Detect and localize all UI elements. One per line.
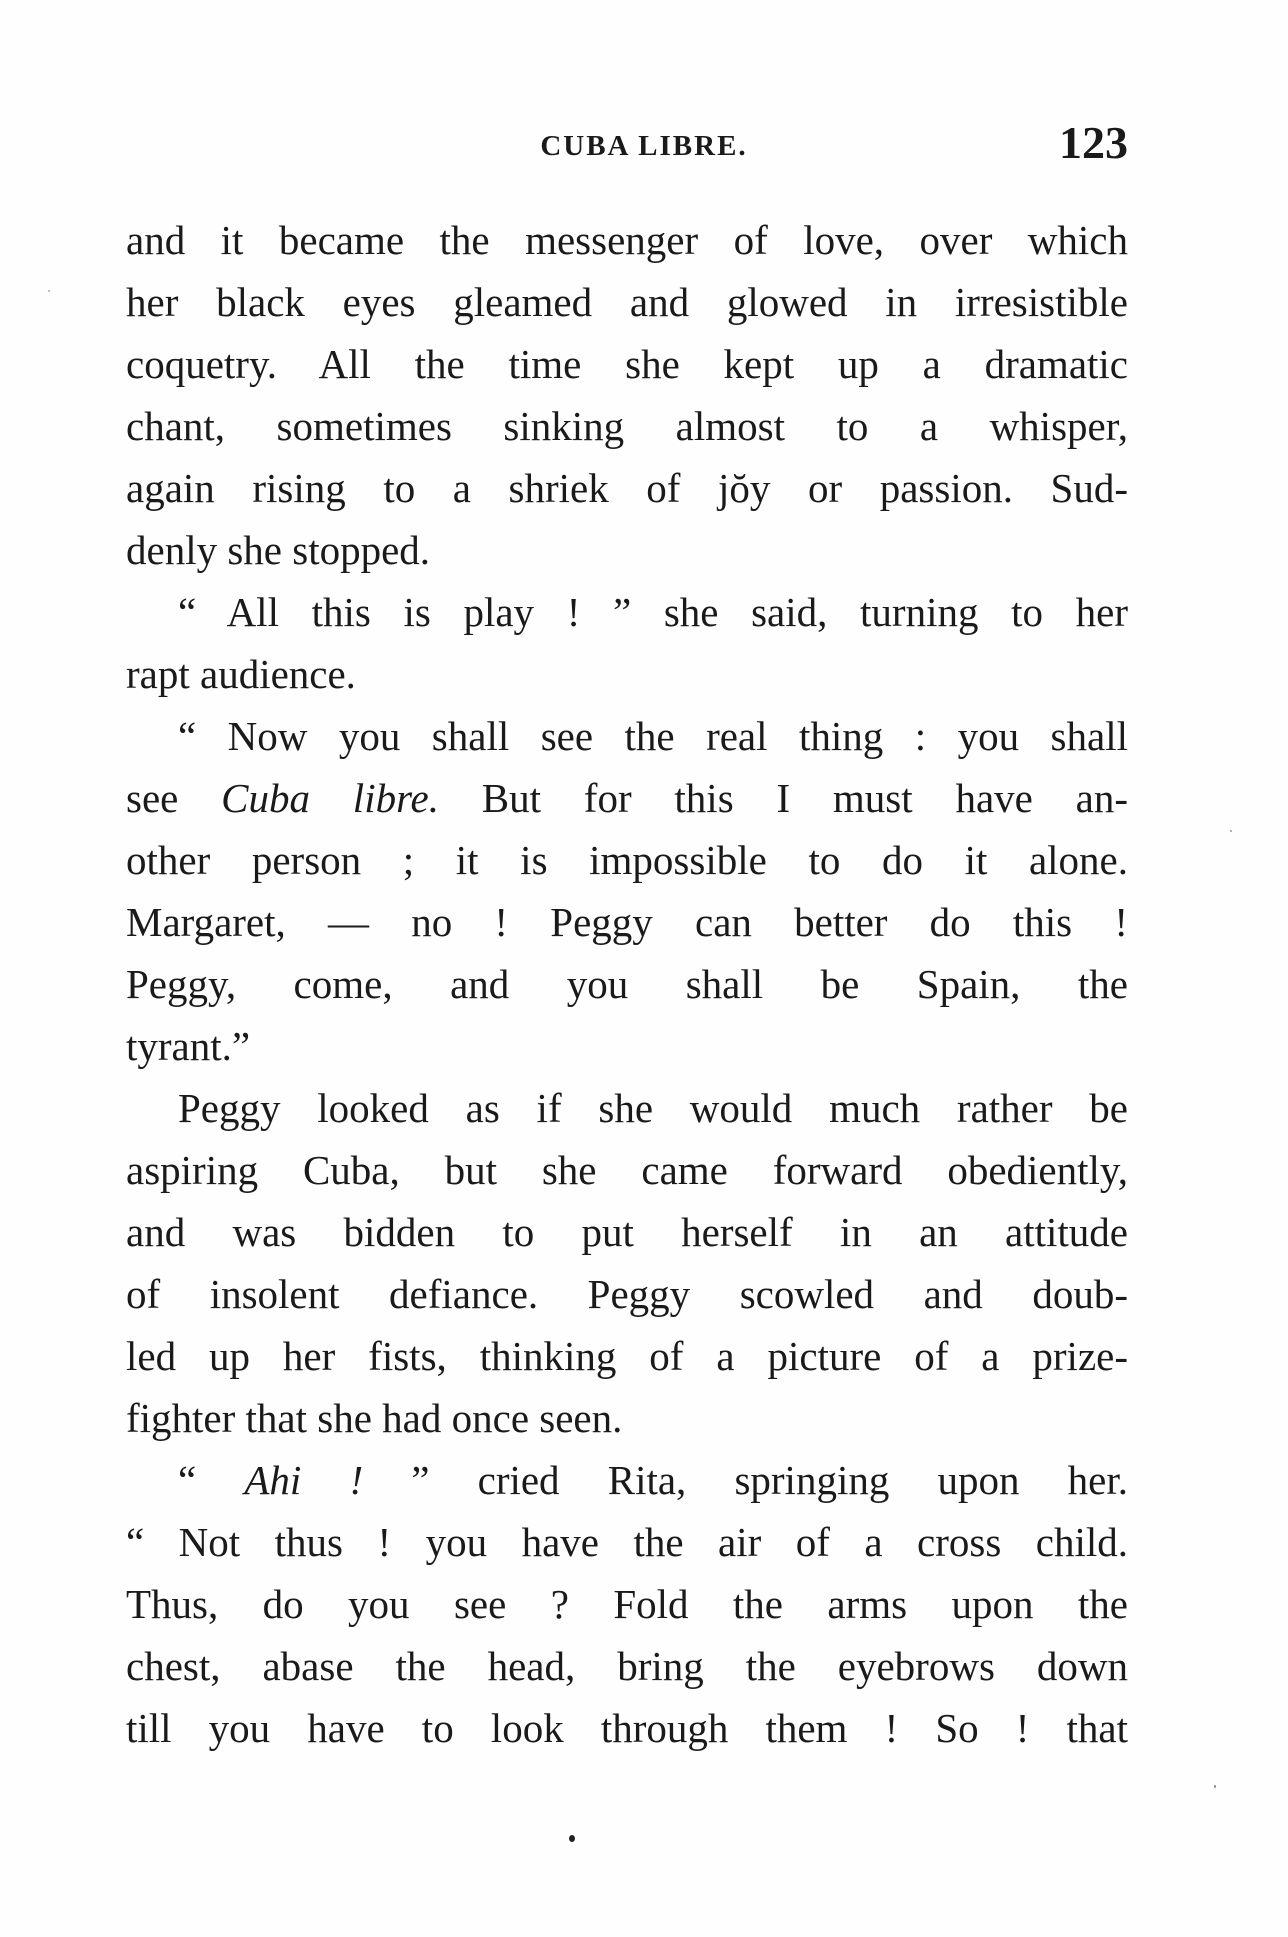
text-line: again rising to a shriek of jŏy or passion. Sud- bbox=[126, 465, 1128, 511]
text-line: aspiring Cuba, but she came forward obediently, bbox=[126, 1147, 1128, 1193]
text-line: Peggy, come, and you shall be Spain, the bbox=[126, 961, 1128, 1007]
text-line: of insolent defiance. Peggy scowled and doub- bbox=[126, 1271, 1128, 1317]
italic-exclamation: Ahi ! bbox=[244, 1457, 364, 1503]
text-line: her black eyes gleamed and glowed in irresistible bbox=[126, 279, 1128, 325]
page-number: 123 bbox=[1059, 117, 1128, 168]
text-line: led up her fists, thinking of a picture of a prize- bbox=[126, 1333, 1128, 1379]
text-line: “ Not thus ! you have the air of a cross child. bbox=[126, 1519, 1128, 1565]
ink-speck bbox=[48, 290, 50, 292]
text-line bbox=[126, 767, 1128, 829]
text-line: rapt audience. bbox=[126, 651, 356, 697]
body-text bbox=[126, 209, 1128, 1759]
running-title: CUBA LIBRE. bbox=[540, 130, 748, 162]
text-line: and it became the messenger of love, over which bbox=[126, 217, 1128, 263]
text-line: chant, sometimes sinking almost to a whisper, bbox=[126, 403, 1128, 449]
text-line bbox=[126, 1449, 1128, 1511]
text-line: “ Now you shall see the real thing : you shall bbox=[178, 713, 1128, 759]
text-line: denly she stopped. bbox=[126, 527, 431, 573]
text-line: chest, abase the head, bring the eyebrows down bbox=[126, 1643, 1128, 1689]
ink-speck bbox=[1230, 830, 1232, 832]
ink-speck bbox=[1214, 1785, 1216, 1788]
text-line-part: ” cried Rita, springing upon her. bbox=[363, 1457, 1128, 1503]
text-line: fighter that she had once seen. bbox=[126, 1395, 623, 1441]
text-line: Margaret, — no ! Peggy can better do this ! bbox=[126, 899, 1128, 945]
text-line: Thus, do you see ? Fold the arms upon the bbox=[126, 1581, 1128, 1627]
ink-speck bbox=[569, 1835, 575, 1842]
text-line: other person ; it is impossible to do it alone. bbox=[126, 837, 1128, 883]
text-line: coquetry. All the time she kept up a dramatic bbox=[126, 341, 1128, 387]
text-line-part: “ bbox=[178, 1457, 245, 1503]
running-head bbox=[0, 116, 1288, 176]
text-line: Peggy looked as if she would much rather be bbox=[178, 1085, 1128, 1131]
text-line-part: see bbox=[126, 775, 222, 821]
italic-title: Cuba libre. bbox=[221, 775, 439, 821]
text-line: “ All this is play ! ” she said, turning to her bbox=[178, 589, 1128, 635]
text-line: till you have to look through them ! So ! that bbox=[126, 1705, 1128, 1751]
text-line-part: But for this I must have an- bbox=[438, 775, 1128, 821]
text-line: tyrant.” bbox=[126, 1023, 251, 1069]
text-line: and was bidden to put herself in an attitude bbox=[126, 1209, 1128, 1255]
